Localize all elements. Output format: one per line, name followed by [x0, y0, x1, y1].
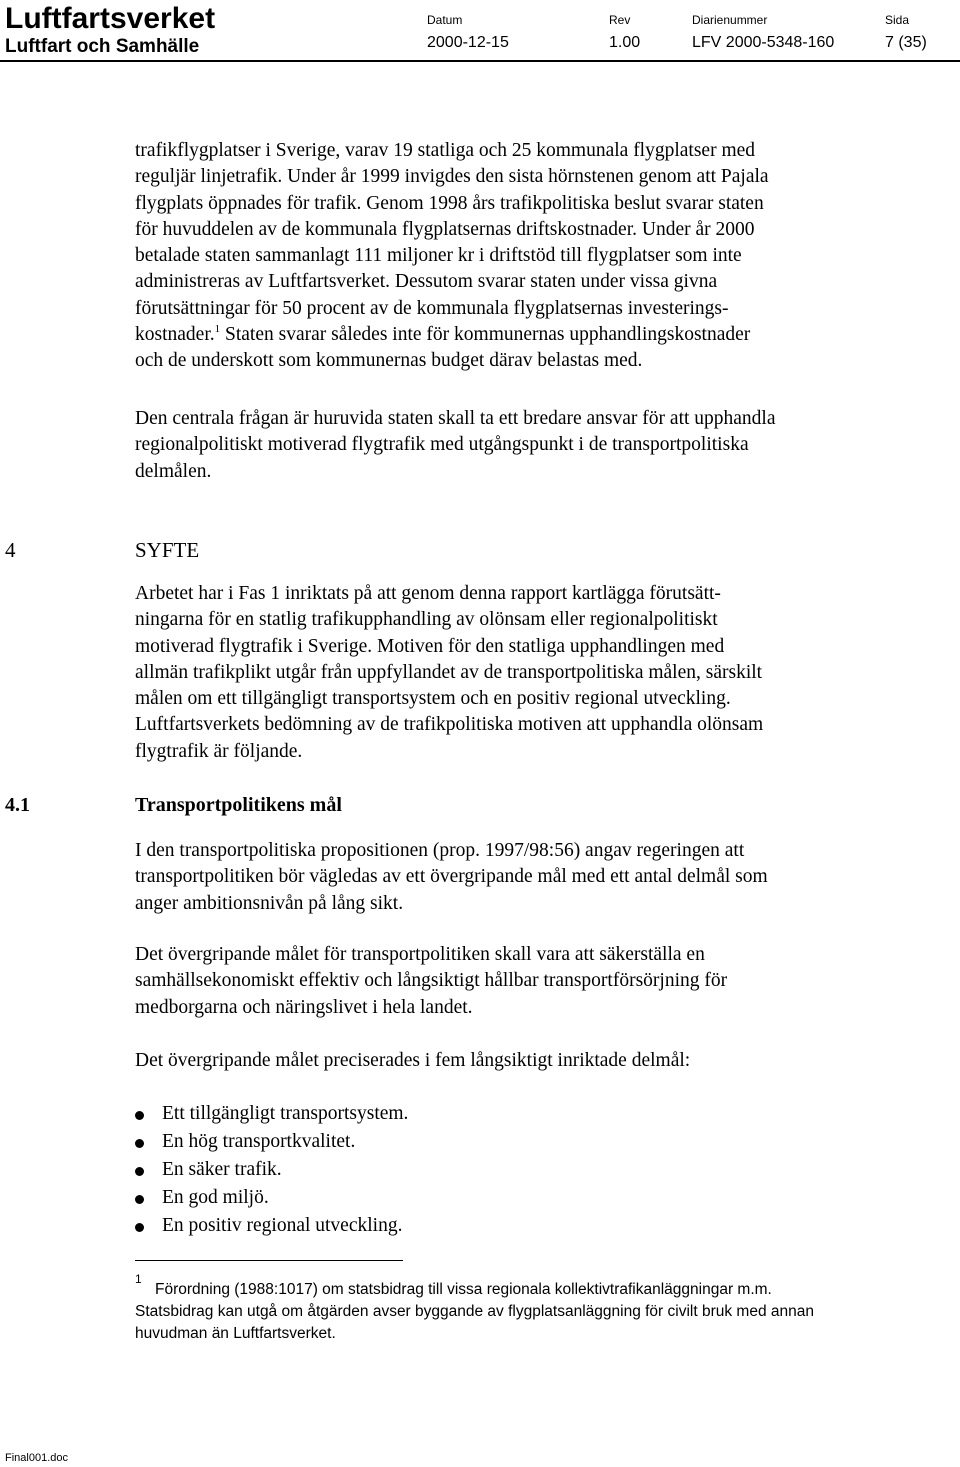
text-line: flygtrafik är följande.	[135, 740, 303, 762]
footnote-line: Statsbidrag kan utgå om åtgärden avser byggande av flygplatsanläggning för civilt bruk med annan	[135, 1303, 814, 1320]
footnote-line: huvudman än Luftfartsverket.	[135, 1325, 336, 1342]
footnote	[135, 1279, 814, 1345]
text-line: Det övergripande målet för transportpolitiken skall vara att säkerställa en	[135, 944, 705, 965]
list-item: En säker trafik.	[135, 1159, 835, 1187]
text-line: och de underskott som kommunernas budget därav belastas med.	[135, 350, 643, 372]
list-item: En hög transportkvalitet.	[135, 1131, 835, 1159]
footnote-separator	[135, 1260, 403, 1261]
text-line: Den centrala frågan är huruvida staten skall ta ett bredare ansvar för att upphandla	[135, 408, 776, 429]
page-label: Sida	[885, 13, 910, 27]
header-divider	[0, 60, 960, 62]
text-line: flygplats öppnades för trafik. Genom 1998 års trafikpolitiska beslut svarar staten	[135, 192, 764, 214]
text-line: förutsättningar för 50 procent av de kommunala flygplatsernas investerings-	[135, 297, 729, 319]
section-title: SYFTE	[135, 538, 200, 562]
text-fragment: kostnader.	[135, 324, 215, 346]
organization-name: Luftfartsverket	[5, 2, 216, 35]
paragraph-subgoals-intro	[135, 1048, 875, 1074]
text-line: allmän trafikplikt utgår från uppfyllandet av de transportpolitiska målen, särskilt	[135, 661, 763, 683]
text-line: betalade staten sammanlagt 111 miljoner kr i driftstöd till flygplatser som inte	[135, 245, 742, 267]
text-line: ningarna för en statlig trafikupphandling av olönsam eller regionalpolitiskt	[135, 609, 718, 631]
paragraph-flygplatser	[135, 138, 875, 375]
bullet-icon	[135, 1195, 144, 1204]
paragraph-proposition	[135, 838, 875, 917]
text-line: delmålen.	[135, 460, 212, 482]
text-line: medborgarna och näringslivet i hela landet.	[135, 996, 473, 1018]
diarienummer-label: Diarienummer	[692, 13, 768, 27]
text-line: administreras av Luftfartsverket. Dessutom svarar staten under vissa givna	[135, 271, 718, 293]
document-header	[0, 0, 960, 60]
bullet-icon	[135, 1111, 144, 1120]
text-line: reguljär linjetrafik. Under år 1999 invigdes den sista hörnstenen genom att Pajala	[135, 166, 769, 188]
bullet-icon	[135, 1223, 144, 1232]
text-line: för huvuddelen av de kommunala flygplatsernas driftskostnader. Under år 2000	[135, 218, 755, 240]
footnote-reference[interactable]: 1	[214, 323, 221, 336]
footer-filename: Final001.doc	[5, 1452, 68, 1464]
paragraph-central-question	[135, 406, 875, 485]
date-value: 2000-12-15	[427, 34, 509, 51]
list-item: En god miljö.	[135, 1187, 835, 1215]
text-line: samhällsekonomiskt effektiv och långsiktigt hållbar transportförsörjning för	[135, 970, 728, 992]
footnote-line: Förordning (1988:1017) om statsbidrag till vissa regionala kollektivtrafikanläggningar m.m.	[155, 1281, 772, 1298]
text-line: regionalpolitiskt motiverad flygtrafik med utgångspunkt i de transportpolitiska	[135, 434, 749, 456]
bullet-icon	[135, 1167, 144, 1176]
footnote-mark: 1	[135, 1272, 142, 1286]
text-line: Luftfartsverkets bedömning av de trafikpolitiska motiven att upphandla olönsam	[135, 714, 764, 736]
date-label: Datum	[427, 13, 463, 27]
section-number: 4	[5, 538, 16, 562]
paragraph-overall-goal	[135, 942, 875, 1021]
rev-value: 1.00	[609, 34, 641, 51]
text-line: trafikflygplatser i Sverige, varav 19 statliga och 25 kommunala flygplatser med	[135, 140, 756, 161]
text-line: målen om ett tillgängligt transportsystem och en positiv regional utveckling.	[135, 688, 731, 710]
text-line: transportpolitiken bör vägledas av ett övergripande mål med ett antal delmål som	[135, 866, 768, 888]
bullet-icon	[135, 1139, 144, 1148]
list-item: En positiv regional utveckling.	[135, 1215, 835, 1243]
page-number: 7 (35)	[885, 34, 927, 51]
text-line	[135, 322, 875, 348]
text-line: Det övergripande målet preciserades i fem långsiktigt inriktade delmål:	[135, 1050, 691, 1071]
text-fragment: Staten svarar således inte för kommunernas upphandlingskostnader	[220, 324, 751, 346]
department-name: Luftfart och Samhälle	[5, 36, 200, 57]
text-line: I den transportpolitiska propositionen (prop. 1997/98:56) angav regeringen att	[135, 840, 745, 861]
subsection-number: 4.1	[5, 794, 30, 816]
text-line: Arbetet har i Fas 1 inriktats på att genom denna rapport kartlägga förutsätt-	[135, 583, 721, 604]
text-line: anger ambitionsnivån på lång sikt.	[135, 892, 404, 914]
text-line: motiverad flygtrafik i Sverige. Motiven för den statliga upphandlingen med	[135, 635, 725, 657]
subsection-title: Transportpolitikens mål	[135, 794, 342, 816]
paragraph-syfte	[135, 581, 875, 765]
subgoals-list	[135, 1103, 835, 1243]
rev-label: Rev	[609, 13, 631, 27]
list-item: Ett tillgängligt transportsystem.	[135, 1103, 835, 1131]
diarienummer-value: LFV 2000-5348-160	[692, 34, 835, 51]
